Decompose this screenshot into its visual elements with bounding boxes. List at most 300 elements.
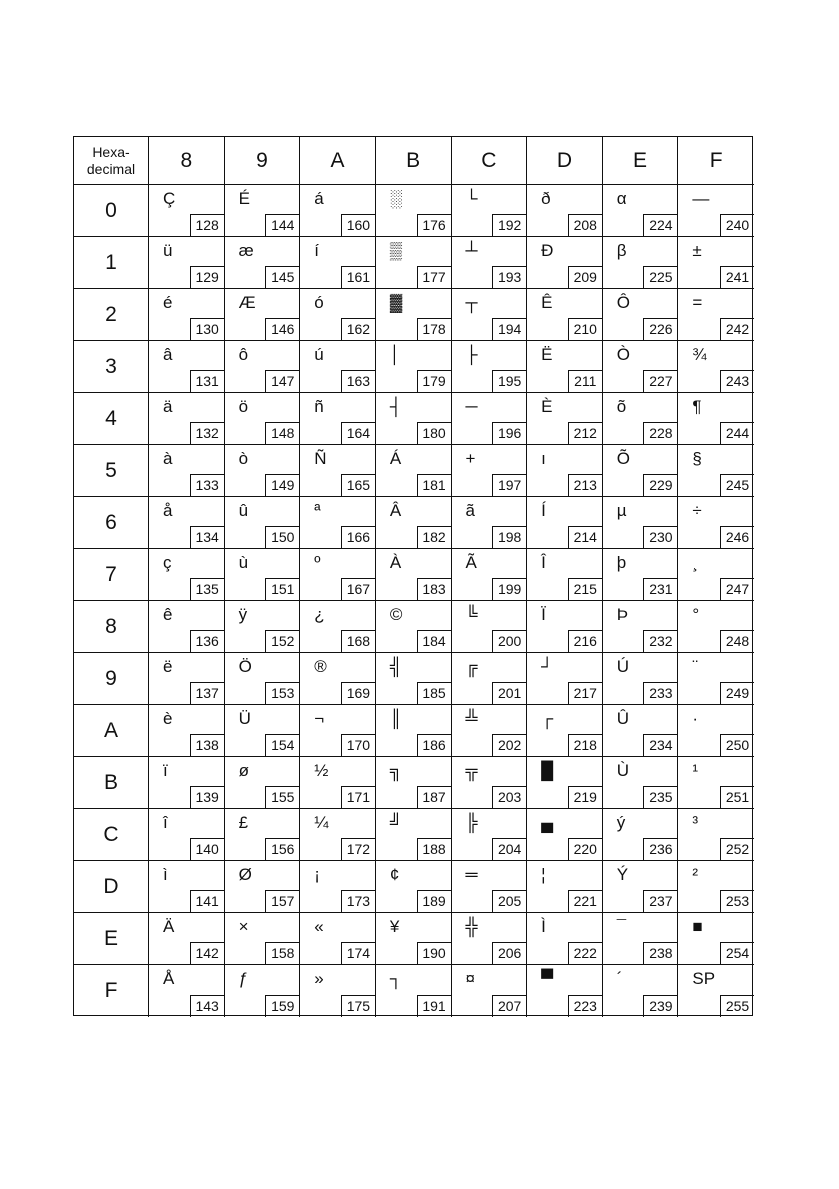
decimal-code-box: 130 <box>190 318 224 340</box>
character-glyph: ░ <box>389 189 402 208</box>
table-cell <box>603 393 679 445</box>
table-cell <box>527 653 603 705</box>
decimal-code-box: 249 <box>720 682 754 704</box>
character-glyph: ¬ <box>314 709 325 728</box>
character-glyph: ® <box>314 657 327 676</box>
table-cell <box>149 341 225 393</box>
decimal-code-box: 185 <box>417 682 451 704</box>
decimal-code-box: 231 <box>643 578 677 600</box>
table-cell <box>225 809 301 861</box>
table-cell <box>149 237 225 289</box>
character-glyph: ┬ <box>465 293 478 312</box>
row-header: 8 <box>74 601 149 653</box>
table-cell <box>300 601 376 653</box>
table-cell <box>527 289 603 341</box>
decimal-code-box: 236 <box>643 838 677 860</box>
decimal-code-box: 240 <box>720 214 754 236</box>
character-glyph: ¤ <box>465 969 475 988</box>
character-glyph: ¨ <box>692 657 699 676</box>
character-glyph: Ô <box>616 293 630 312</box>
decimal-code-box: 172 <box>341 838 375 860</box>
decimal-code-box: 167 <box>341 578 375 600</box>
decimal-code-box: 253 <box>720 890 754 912</box>
table-cell <box>300 913 376 965</box>
row-header: 5 <box>74 445 149 497</box>
character-glyph: ú <box>314 345 324 364</box>
table-cell <box>603 809 679 861</box>
decimal-code-box: 128 <box>190 214 224 236</box>
decimal-code-box: 158 <box>265 942 299 964</box>
decimal-code-box: 156 <box>265 838 299 860</box>
decimal-code-box: 209 <box>568 266 602 288</box>
decimal-code-box: 154 <box>265 734 299 756</box>
table-cell <box>300 705 376 757</box>
character-glyph: þ <box>616 553 627 572</box>
character-glyph: ° <box>692 605 700 624</box>
decimal-code-box: 150 <box>265 526 299 548</box>
decimal-code-box: 153 <box>265 682 299 704</box>
character-glyph: Þ <box>616 605 629 624</box>
decimal-code-box: 178 <box>417 318 451 340</box>
decimal-code-box: 217 <box>568 682 602 704</box>
decimal-code-box: 228 <box>643 422 677 444</box>
table-cell <box>678 445 754 497</box>
decimal-code-box: 244 <box>720 422 754 444</box>
character-glyph: ÷ <box>692 501 702 520</box>
character-glyph: » <box>314 969 324 988</box>
table-cell <box>678 497 754 549</box>
table-cell <box>527 341 603 393</box>
character-glyph: ├ <box>465 345 478 364</box>
decimal-code-box: 141 <box>190 890 224 912</box>
table-cell <box>225 757 301 809</box>
table-cell <box>678 341 754 393</box>
table-cell <box>376 549 452 601</box>
table-cell <box>225 497 301 549</box>
table-cell <box>527 393 603 445</box>
decimal-code-box: 250 <box>720 734 754 756</box>
character-glyph: Ì <box>541 917 546 936</box>
table-cell <box>225 549 301 601</box>
row-header: 9 <box>74 653 149 705</box>
decimal-code-box: 137 <box>190 682 224 704</box>
table-cell <box>376 393 452 445</box>
decimal-code-box: 247 <box>720 578 754 600</box>
table-cell <box>300 757 376 809</box>
column-header: E <box>603 137 679 185</box>
character-glyph: ¢ <box>389 865 400 884</box>
character-glyph: ╗ <box>389 761 402 780</box>
table-cell <box>149 705 225 757</box>
decimal-code-box: 163 <box>341 370 375 392</box>
decimal-code-box: 221 <box>568 890 602 912</box>
decimal-code-box: 149 <box>265 474 299 496</box>
table-cell <box>527 705 603 757</box>
character-glyph: ▄ <box>541 813 554 832</box>
decimal-code-box: 190 <box>417 942 451 964</box>
character-glyph: ■ <box>692 917 703 936</box>
table-cell <box>300 965 376 1017</box>
character-glyph: ┌ <box>541 709 554 728</box>
character-glyph: á <box>314 189 324 208</box>
character-glyph: õ <box>616 397 627 416</box>
decimal-code-box: 255 <box>720 995 754 1017</box>
table-cell <box>376 341 452 393</box>
decimal-code-box: 194 <box>492 318 526 340</box>
character-glyph: Ò <box>616 345 630 364</box>
character-glyph: ç <box>163 553 172 572</box>
character-glyph: ³ <box>692 813 699 832</box>
decimal-code-box: 165 <box>341 474 375 496</box>
table-cell <box>300 653 376 705</box>
decimal-code-box: 220 <box>568 838 602 860</box>
table-cell <box>603 861 679 913</box>
decimal-code-box: 225 <box>643 266 677 288</box>
table-cell <box>149 393 225 445</box>
decimal-code-box: 176 <box>417 214 451 236</box>
decimal-code-box: 160 <box>341 214 375 236</box>
character-glyph: — <box>692 189 710 208</box>
row-header: 2 <box>74 289 149 341</box>
decimal-code-box: 157 <box>265 890 299 912</box>
decimal-code-box: 188 <box>417 838 451 860</box>
character-glyph: Ï <box>541 605 546 624</box>
character-glyph: └ <box>465 189 478 208</box>
character-glyph: à <box>163 449 173 468</box>
decimal-code-box: 232 <box>643 630 677 652</box>
table-cell <box>603 653 679 705</box>
character-glyph: ¿ <box>314 605 325 624</box>
character-glyph: = <box>692 293 703 312</box>
character-glyph: ╚ <box>465 605 478 624</box>
table-cell <box>149 497 225 549</box>
character-glyph: ä <box>163 397 173 416</box>
decimal-code-box: 215 <box>568 578 602 600</box>
character-glyph: û <box>238 501 249 520</box>
decimal-code-box: 213 <box>568 474 602 496</box>
character-glyph: Ñ <box>314 449 327 468</box>
table-cell <box>527 497 603 549</box>
decimal-code-box: 195 <box>492 370 526 392</box>
table-cell <box>376 185 452 237</box>
column-header: F <box>678 137 754 185</box>
table-cell <box>149 757 225 809</box>
row-header: 0 <box>74 185 149 237</box>
table-cell <box>149 601 225 653</box>
table-cell <box>603 601 679 653</box>
character-glyph: © <box>389 605 403 624</box>
character-glyph: ð <box>541 189 551 208</box>
table-cell <box>452 965 528 1017</box>
decimal-code-box: 129 <box>190 266 224 288</box>
table-cell <box>678 237 754 289</box>
decimal-code-box: 200 <box>492 630 526 652</box>
table-cell <box>225 393 301 445</box>
table-cell <box>225 861 301 913</box>
character-glyph: ╔ <box>465 657 478 676</box>
table-cell <box>149 185 225 237</box>
table-cell <box>452 445 528 497</box>
table-cell <box>452 601 528 653</box>
table-cell <box>678 549 754 601</box>
character-glyph: ┴ <box>465 241 478 260</box>
decimal-code-box: 246 <box>720 526 754 548</box>
decimal-code-box: 164 <box>341 422 375 444</box>
character-glyph: Ù <box>616 761 630 780</box>
table-cell <box>149 861 225 913</box>
table-cell <box>376 757 452 809</box>
decimal-code-box: 187 <box>417 786 451 808</box>
decimal-code-box: 186 <box>417 734 451 756</box>
character-glyph: ╣ <box>389 657 402 676</box>
decimal-code-box: 146 <box>265 318 299 340</box>
decimal-code-box: 168 <box>341 630 375 652</box>
decimal-code-box: 144 <box>265 214 299 236</box>
decimal-code-box: 175 <box>341 995 375 1017</box>
decimal-code-box: 197 <box>492 474 526 496</box>
character-code-table <box>73 136 753 1016</box>
character-glyph: ╝ <box>389 813 402 832</box>
table-cell <box>678 757 754 809</box>
decimal-code-box: 159 <box>265 995 299 1017</box>
decimal-code-box: 199 <box>492 578 526 600</box>
decimal-code-box: 142 <box>190 942 224 964</box>
table-cell <box>603 289 679 341</box>
decimal-code-box: 214 <box>568 526 602 548</box>
character-glyph: ø <box>238 761 250 780</box>
decimal-code-box: 140 <box>190 838 224 860</box>
table-cell <box>678 601 754 653</box>
decimal-code-box: 148 <box>265 422 299 444</box>
decimal-code-box: 136 <box>190 630 224 652</box>
decimal-code-box: 135 <box>190 578 224 600</box>
decimal-code-box: 206 <box>492 942 526 964</box>
decimal-code-box: 210 <box>568 318 602 340</box>
table-cell <box>527 445 603 497</box>
row-header: 1 <box>74 237 149 289</box>
table-cell <box>527 185 603 237</box>
character-glyph: É <box>238 189 250 208</box>
table-cell <box>300 341 376 393</box>
character-glyph: Ü <box>238 709 251 728</box>
character-glyph: ¶ <box>692 397 702 416</box>
character-glyph: î <box>163 813 168 832</box>
decimal-code-box: 218 <box>568 734 602 756</box>
table-cell <box>225 445 301 497</box>
decimal-code-box: 161 <box>341 266 375 288</box>
character-glyph: Õ <box>616 449 630 468</box>
table-cell <box>452 549 528 601</box>
table-cell <box>225 237 301 289</box>
character-glyph: ╠ <box>465 813 478 832</box>
table-cell <box>225 289 301 341</box>
character-glyph: ÿ <box>238 605 248 624</box>
decimal-code-box: 219 <box>568 786 602 808</box>
character-glyph: ¹ <box>692 761 699 780</box>
decimal-code-box: 208 <box>568 214 602 236</box>
table-cell <box>452 757 528 809</box>
character-glyph: ± <box>692 241 702 260</box>
table-cell <box>603 705 679 757</box>
table-cell <box>300 497 376 549</box>
character-glyph: Ý <box>616 865 629 884</box>
decimal-code-box: 173 <box>341 890 375 912</box>
table-cell <box>376 289 452 341</box>
table-cell <box>603 965 679 1017</box>
table-cell <box>452 653 528 705</box>
character-glyph: + <box>465 449 476 468</box>
character-glyph: ü <box>163 241 173 260</box>
decimal-code-box: 192 <box>492 214 526 236</box>
table-cell <box>149 549 225 601</box>
decimal-code-box: 224 <box>643 214 677 236</box>
decimal-code-box: 193 <box>492 266 526 288</box>
corner-header-cell <box>74 137 149 185</box>
character-glyph: Î <box>541 553 546 572</box>
corner-label-line2: decimal <box>86 160 136 177</box>
table-cell <box>452 289 528 341</box>
character-glyph: â <box>163 345 173 364</box>
table-cell <box>376 965 452 1017</box>
table-cell <box>603 497 679 549</box>
decimal-code-box: 248 <box>720 630 754 652</box>
decimal-code-box: 131 <box>190 370 224 392</box>
table-cell <box>149 445 225 497</box>
table-cell <box>678 705 754 757</box>
table-cell <box>376 913 452 965</box>
decimal-code-box: 203 <box>492 786 526 808</box>
row-header: A <box>74 705 149 757</box>
decimal-code-box: 212 <box>568 422 602 444</box>
decimal-code-box: 179 <box>417 370 451 392</box>
table-cell <box>376 497 452 549</box>
decimal-code-box: 174 <box>341 942 375 964</box>
decimal-code-box: 243 <box>720 370 754 392</box>
character-glyph: º <box>314 553 321 572</box>
decimal-code-box: 145 <box>265 266 299 288</box>
decimal-code-box: 151 <box>265 578 299 600</box>
table-cell <box>225 705 301 757</box>
table-cell <box>678 861 754 913</box>
character-glyph: ª <box>314 501 321 520</box>
character-glyph: ╩ <box>465 709 478 728</box>
table-cell <box>452 809 528 861</box>
decimal-code-box: 201 <box>492 682 526 704</box>
character-glyph: Ú <box>616 657 630 676</box>
column-header: 9 <box>225 137 301 185</box>
table-cell <box>452 913 528 965</box>
table-cell <box>225 653 301 705</box>
row-header: 7 <box>74 549 149 601</box>
character-glyph: ê <box>163 605 173 624</box>
character-glyph: Ä <box>163 917 175 936</box>
decimal-code-box: 222 <box>568 942 602 964</box>
decimal-code-box: 170 <box>341 734 375 756</box>
decimal-code-box: 171 <box>341 786 375 808</box>
character-glyph: í <box>314 241 319 260</box>
character-glyph: À <box>389 553 402 572</box>
table-cell <box>527 913 603 965</box>
character-glyph: ¥ <box>389 917 400 936</box>
table-cell <box>678 965 754 1017</box>
character-glyph: å <box>163 501 173 520</box>
character-glyph: Á <box>389 449 402 468</box>
decimal-code-box: 204 <box>492 838 526 860</box>
decimal-code-box: 138 <box>190 734 224 756</box>
table-cell <box>149 913 225 965</box>
table-cell <box>678 393 754 445</box>
decimal-code-box: 189 <box>417 890 451 912</box>
decimal-code-box: 235 <box>643 786 677 808</box>
table-cell <box>300 809 376 861</box>
table-cell <box>452 185 528 237</box>
decimal-code-box: 211 <box>568 370 602 392</box>
table-cell <box>376 445 452 497</box>
character-glyph: £ <box>238 813 249 832</box>
character-glyph: ý <box>616 813 626 832</box>
decimal-code-box: 230 <box>643 526 677 548</box>
table-cell <box>225 185 301 237</box>
table-cell <box>225 601 301 653</box>
decimal-code-box: 139 <box>190 786 224 808</box>
character-glyph: × <box>238 917 249 936</box>
table-cell <box>678 289 754 341</box>
character-glyph: ï <box>163 761 168 780</box>
character-glyph: ¡ <box>314 865 320 884</box>
decimal-code-box: 177 <box>417 266 451 288</box>
character-glyph: ▀ <box>541 969 554 988</box>
character-glyph: ┤ <box>389 397 402 416</box>
table-cell <box>149 653 225 705</box>
character-glyph: Ê <box>541 293 553 312</box>
table-cell <box>603 237 679 289</box>
decimal-code-box: 169 <box>341 682 375 704</box>
character-glyph: æ <box>238 241 254 260</box>
decimal-code-box: 241 <box>720 266 754 288</box>
column-header: 8 <box>149 137 225 185</box>
table-cell <box>452 341 528 393</box>
table-cell <box>527 237 603 289</box>
table-cell <box>527 809 603 861</box>
decimal-code-box: 133 <box>190 474 224 496</box>
table-cell <box>376 809 452 861</box>
character-glyph: Â <box>389 501 402 520</box>
row-header: C <box>74 809 149 861</box>
table-cell <box>376 705 452 757</box>
table-cell <box>452 497 528 549</box>
decimal-code-box: 152 <box>265 630 299 652</box>
decimal-code-box: 155 <box>265 786 299 808</box>
table-cell <box>300 445 376 497</box>
decimal-code-box: 202 <box>492 734 526 756</box>
table-cell <box>376 861 452 913</box>
table-cell <box>603 913 679 965</box>
character-glyph: ┘ <box>541 657 554 676</box>
character-glyph: Ø <box>238 865 252 884</box>
character-glyph: Ë <box>541 345 553 364</box>
decimal-code-box: 180 <box>417 422 451 444</box>
character-glyph: ã <box>465 501 475 520</box>
decimal-code-box: 184 <box>417 630 451 652</box>
table-cell <box>678 913 754 965</box>
row-header: E <box>74 913 149 965</box>
character-glyph: ▓ <box>389 293 403 312</box>
character-glyph: « <box>314 917 324 936</box>
decimal-code-box: 143 <box>190 995 224 1017</box>
table-cell <box>678 653 754 705</box>
table-cell <box>678 809 754 861</box>
decimal-code-box: 239 <box>643 995 677 1017</box>
